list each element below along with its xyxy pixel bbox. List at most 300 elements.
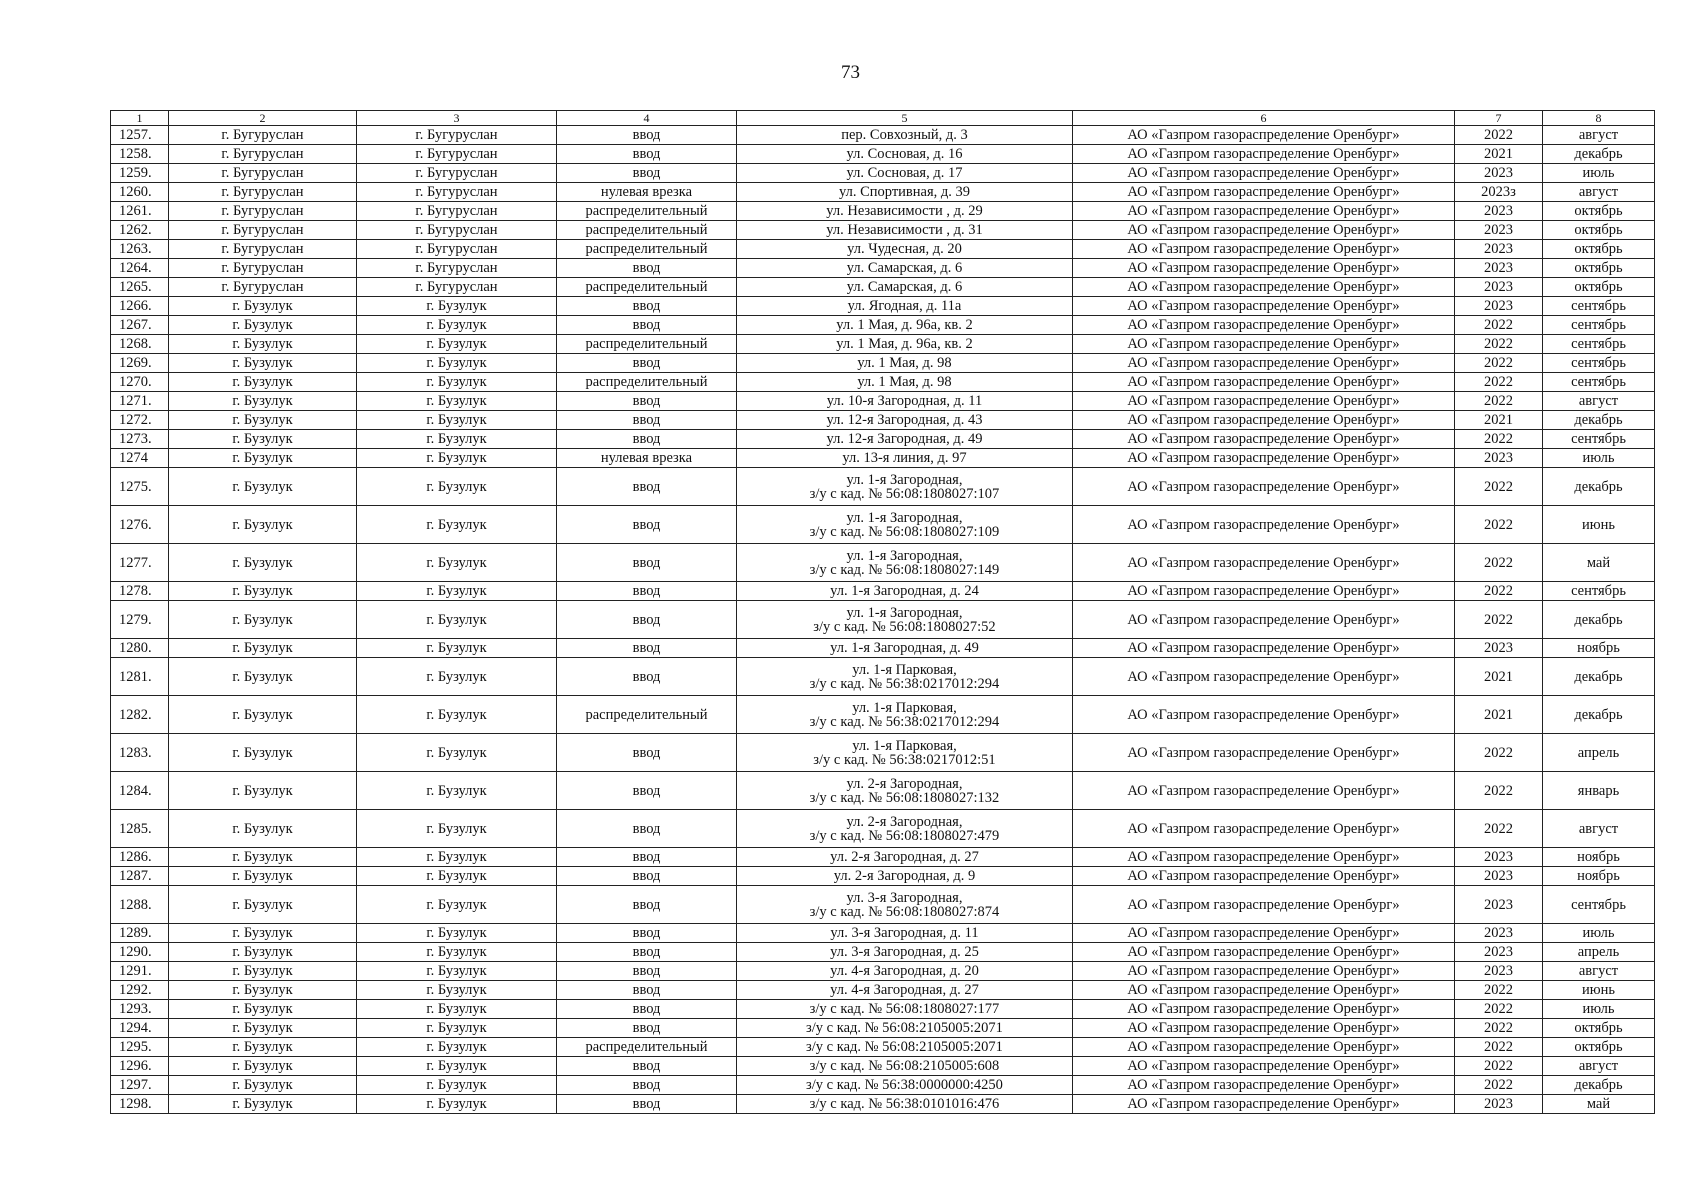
address-line: ул. Самарская, д. 6 [846,279,963,295]
row-number-cell: 1297. [111,1076,169,1095]
settlement-cell: г. Бузулук [357,810,557,848]
row-number-cell: 1280. [111,639,169,658]
month-cell: декабрь [1543,411,1655,430]
address-line: з/у с кад. № 56:08:2105005:608 [809,1058,1000,1074]
municipality-cell: г. Бугуруслан [169,221,357,240]
municipality-cell: г. Бузулук [169,962,357,981]
address-line: ул. Чудесная, д. 20 [847,241,962,257]
table-row [111,810,1655,848]
municipality-cell: г. Бузулук [169,316,357,335]
organization-cell: АО «Газпром газораспределение Оренбург» [1073,145,1455,164]
settlement-cell: г. Бугуруслан [357,240,557,259]
row-number-cell: 1292. [111,981,169,1000]
address-line: з/у с кад. № 56:08:1808027:132 [809,789,1000,806]
settlement-cell: г. Бузулук [357,981,557,1000]
address-cell [737,810,1073,848]
connection-type-cell: ввод [557,1057,737,1076]
table-row [111,582,1655,601]
row-number-cell: 1298. [111,1095,169,1114]
year-cell: 2022 [1455,1076,1543,1095]
table-row [111,1019,1655,1038]
organization-cell: АО «Газпром газораспределение Оренбург» [1073,1019,1455,1038]
connection-type-cell: ввод [557,468,737,506]
connection-type-cell: ввод [557,924,737,943]
address-line: ул. 1-я Парковая, [852,699,957,716]
address-line: ул. Самарская, д. 6 [846,260,963,276]
address-cell [737,658,1073,696]
settlement-cell: г. Бугуруслан [357,278,557,297]
month-cell: ноябрь [1543,848,1655,867]
organization-cell: АО «Газпром газораспределение Оренбург» [1073,392,1455,411]
table-body [111,111,1655,1114]
address-cell [737,411,1073,430]
municipality-cell: г. Бузулук [169,981,357,1000]
year-cell: 2022 [1455,1019,1543,1038]
organization-cell: АО «Газпром газораспределение Оренбург» [1073,316,1455,335]
municipality-cell: г. Бузулук [169,373,357,392]
connection-type-cell: ввод [557,772,737,810]
month-cell: октябрь [1543,259,1655,278]
organization-cell: АО «Газпром газораспределение Оренбург» [1073,734,1455,772]
municipality-cell: г. Бузулук [169,1000,357,1019]
settlement-cell: г. Бузулук [357,962,557,981]
settlement-cell: г. Бузулук [357,1057,557,1076]
month-cell: август [1543,1057,1655,1076]
connection-type-cell: ввод [557,582,737,601]
connection-type-cell: распределительный [557,202,737,221]
row-number-cell: 1283. [111,734,169,772]
row-number-cell: 1273. [111,430,169,449]
municipality-cell: г. Бузулук [169,734,357,772]
year-cell: 2022 [1455,601,1543,639]
address-line: ул. 4-я Загородная, д. 20 [830,963,979,979]
table-row [111,145,1655,164]
settlement-cell: г. Бузулук [357,772,557,810]
month-cell: июль [1543,449,1655,468]
row-number-cell: 1268. [111,335,169,354]
table-row [111,924,1655,943]
municipality-cell: г. Бузулук [169,886,357,924]
gas-connection-table [110,110,1655,1114]
municipality-cell: г. Бузулук [169,449,357,468]
address-cell [737,468,1073,506]
connection-type-cell: ввод [557,145,737,164]
row-number-cell: 1291. [111,962,169,981]
connection-type-cell: ввод [557,658,737,696]
address-line: з/у с кад. № 56:38:0217012:294 [809,675,1000,692]
settlement-cell: г. Бузулук [357,506,557,544]
table-row [111,696,1655,734]
month-cell: декабрь [1543,145,1655,164]
address-line: ул. Независимости , д. 29 [826,203,983,219]
address-cell [737,639,1073,658]
year-cell: 2022 [1455,430,1543,449]
month-cell: сентябрь [1543,373,1655,392]
settlement-cell: г. Бузулук [357,1000,557,1019]
connection-type-cell: ввод [557,126,737,145]
table-row [111,544,1655,582]
month-cell: октябрь [1543,202,1655,221]
table-row [111,202,1655,221]
address-line: ул. 3-я Загородная, [846,889,963,906]
row-number-cell: 1278. [111,582,169,601]
address-line: з/у с кад. № 56:08:1808027:874 [809,903,1000,920]
settlement-cell: г. Бузулук [357,886,557,924]
connection-type-cell: ввод [557,1095,737,1114]
row-number-cell: 1264. [111,259,169,278]
address-cell [737,164,1073,183]
settlement-cell: г. Бузулук [357,335,557,354]
year-cell: 2022 [1455,392,1543,411]
year-cell: 2023 [1455,259,1543,278]
settlement-cell: г. Бузулук [357,468,557,506]
year-cell: 2022 [1455,734,1543,772]
connection-type-cell: ввод [557,886,737,924]
connection-type-cell: ввод [557,734,737,772]
municipality-cell: г. Бузулук [169,867,357,886]
month-cell: август [1543,392,1655,411]
organization-cell: АО «Газпром газораспределение Оренбург» [1073,962,1455,981]
address-cell [737,335,1073,354]
organization-cell: АО «Газпром газораспределение Оренбург» [1073,867,1455,886]
table-row [111,240,1655,259]
organization-cell: АО «Газпром газораспределение Оренбург» [1073,658,1455,696]
address-cell [737,430,1073,449]
address-cell [737,1076,1073,1095]
month-cell: сентябрь [1543,354,1655,373]
month-cell: август [1543,962,1655,981]
month-cell: июнь [1543,981,1655,1000]
municipality-cell: г. Бузулук [169,601,357,639]
address-cell [737,924,1073,943]
address-line: ул. 12-я Загородная, д. 43 [826,412,983,428]
year-cell: 2022 [1455,316,1543,335]
column-number-cell: 8 [1543,111,1655,126]
row-number-cell: 1284. [111,772,169,810]
table-row [111,335,1655,354]
table-row [111,1000,1655,1019]
organization-cell: АО «Газпром газораспределение Оренбург» [1073,544,1455,582]
municipality-cell: г. Бузулук [169,544,357,582]
connection-type-cell: ввод [557,867,737,886]
year-cell: 2023 [1455,202,1543,221]
month-cell: декабрь [1543,1076,1655,1095]
address-cell [737,278,1073,297]
organization-cell: АО «Газпром газораспределение Оренбург» [1073,354,1455,373]
row-number-cell: 1269. [111,354,169,373]
address-cell [737,145,1073,164]
month-cell: сентябрь [1543,430,1655,449]
table-row [111,183,1655,202]
connection-type-cell: распределительный [557,221,737,240]
address-cell [737,1095,1073,1114]
settlement-cell: г. Бузулук [357,696,557,734]
year-cell: 2022 [1455,1000,1543,1019]
organization-cell: АО «Газпром газораспределение Оренбург» [1073,1057,1455,1076]
settlement-cell: г. Бузулук [357,582,557,601]
address-cell [737,1019,1073,1038]
address-cell [737,981,1073,1000]
connection-type-cell: распределительный [557,1038,737,1057]
municipality-cell: г. Бузулук [169,582,357,601]
settlement-cell: г. Бузулук [357,1038,557,1057]
row-number-cell: 1261. [111,202,169,221]
year-cell: 2022 [1455,544,1543,582]
row-number-cell: 1266. [111,297,169,316]
year-cell: 2023з [1455,183,1543,202]
address-line: ул. Независимости , д. 31 [826,222,983,238]
month-cell: декабрь [1543,658,1655,696]
address-line: з/у с кад. № 56:38:0000000:4250 [806,1077,1003,1093]
address-line: з/у с кад. № 56:08:1808027:479 [809,827,1000,844]
year-cell: 2023 [1455,449,1543,468]
settlement-cell: г. Бузулук [357,449,557,468]
year-cell: 2022 [1455,126,1543,145]
row-number-cell: 1288. [111,886,169,924]
month-cell: август [1543,183,1655,202]
address-line: ул. 13-я линия, д. 97 [842,450,967,466]
column-number-cell: 6 [1073,111,1455,126]
table-row [111,867,1655,886]
table-row [111,1095,1655,1114]
table-row [111,943,1655,962]
address-cell [737,392,1073,411]
row-number-cell: 1281. [111,658,169,696]
settlement-cell: г. Бузулук [357,924,557,943]
month-cell: декабрь [1543,696,1655,734]
settlement-cell: г. Бузулук [357,544,557,582]
table-row [111,449,1655,468]
row-number-cell: 1277. [111,544,169,582]
organization-cell: АО «Газпром газораспределение Оренбург» [1073,278,1455,297]
address-line: з/у с кад. № 56:08:1808027:52 [813,618,996,635]
address-cell [737,506,1073,544]
organization-cell: АО «Газпром газораспределение Оренбург» [1073,373,1455,392]
table-row [111,506,1655,544]
table-row [111,411,1655,430]
address-cell [737,962,1073,981]
settlement-cell: г. Бузулук [357,867,557,886]
connection-type-cell: ввод [557,943,737,962]
month-cell: апрель [1543,734,1655,772]
address-line: з/у с кад. № 56:08:2105005:2071 [806,1039,1003,1055]
connection-type-cell: ввод [557,962,737,981]
address-line: ул. 1 Мая, д. 96а, кв. 2 [836,336,973,352]
year-cell: 2022 [1455,468,1543,506]
row-number-cell: 1293. [111,1000,169,1019]
row-number-cell: 1263. [111,240,169,259]
connection-type-cell: распределительный [557,335,737,354]
address-cell [737,240,1073,259]
address-line: з/у с кад. № 56:38:0217012:51 [813,751,996,768]
organization-cell: АО «Газпром газораспределение Оренбург» [1073,1000,1455,1019]
settlement-cell: г. Бузулук [357,1019,557,1038]
organization-cell: АО «Газпром газораспределение Оренбург» [1073,164,1455,183]
row-number-cell: 1294. [111,1019,169,1038]
municipality-cell: г. Бугуруслан [169,164,357,183]
municipality-cell: г. Бузулук [169,411,357,430]
row-number-cell: 1272. [111,411,169,430]
municipality-cell: г. Бугуруслан [169,202,357,221]
year-cell: 2023 [1455,848,1543,867]
address-line: з/у с кад. № 56:38:0101016:476 [809,1096,1000,1112]
settlement-cell: г. Бузулук [357,1095,557,1114]
connection-type-cell: ввод [557,544,737,582]
year-cell: 2023 [1455,867,1543,886]
address-line: ул. 2-я Загородная, д. 9 [833,868,976,884]
address-cell [737,316,1073,335]
address-cell [737,259,1073,278]
year-cell: 2023 [1455,221,1543,240]
month-cell: октябрь [1543,1019,1655,1038]
year-cell: 2021 [1455,411,1543,430]
row-number-cell: 1289. [111,924,169,943]
address-cell [737,734,1073,772]
address-line: ул. 3-я Загородная, д. 11 [830,925,979,941]
address-cell [737,544,1073,582]
row-number-cell: 1279. [111,601,169,639]
settlement-cell: г. Бузулук [357,392,557,411]
municipality-cell: г. Бугуруслан [169,145,357,164]
address-cell [737,848,1073,867]
address-cell [737,867,1073,886]
settlement-cell: г. Бузулук [357,297,557,316]
year-cell: 2022 [1455,981,1543,1000]
year-cell: 2023 [1455,278,1543,297]
municipality-cell: г. Бузулук [169,696,357,734]
row-number-cell: 1258. [111,145,169,164]
organization-cell: АО «Газпром газораспределение Оренбург» [1073,943,1455,962]
address-line: ул. Спортивная, д. 39 [838,184,971,200]
municipality-cell: г. Бузулук [169,335,357,354]
organization-cell: АО «Газпром газораспределение Оренбург» [1073,126,1455,145]
organization-cell: АО «Газпром газораспределение Оренбург» [1073,810,1455,848]
row-number-cell: 1270. [111,373,169,392]
connection-type-cell: ввод [557,1019,737,1038]
table-row [111,848,1655,867]
month-cell: июнь [1543,506,1655,544]
year-cell: 2022 [1455,354,1543,373]
address-cell [737,582,1073,601]
year-cell: 2021 [1455,658,1543,696]
year-cell: 2023 [1455,1095,1543,1114]
month-cell: август [1543,126,1655,145]
row-number-cell: 1290. [111,943,169,962]
settlement-cell: г. Бугуруслан [357,202,557,221]
municipality-cell: г. Бузулук [169,468,357,506]
connection-type-cell: ввод [557,297,737,316]
organization-cell: АО «Газпром газораспределение Оренбург» [1073,221,1455,240]
table-row [111,354,1655,373]
connection-type-cell: нулевая врезка [557,449,737,468]
year-cell: 2023 [1455,240,1543,259]
month-cell: август [1543,810,1655,848]
municipality-cell: г. Бугуруслан [169,183,357,202]
connection-type-cell: ввод [557,810,737,848]
table-row [111,886,1655,924]
address-line: пер. Совхозный, д. 3 [841,127,968,143]
settlement-cell: г. Бузулук [357,316,557,335]
municipality-cell: г. Бузулук [169,810,357,848]
address-line: ул. 1-я Загородная, д. 24 [830,583,979,599]
connection-type-cell: ввод [557,430,737,449]
row-number-cell: 1287. [111,867,169,886]
connection-type-cell: ввод [557,392,737,411]
address-cell [737,1038,1073,1057]
organization-cell: АО «Газпром газораспределение Оренбург» [1073,183,1455,202]
organization-cell: АО «Газпром газораспределение Оренбург» [1073,696,1455,734]
settlement-cell: г. Бузулук [357,601,557,639]
connection-type-cell: ввод [557,848,737,867]
municipality-cell: г. Бузулук [169,943,357,962]
table-row [111,126,1655,145]
settlement-cell: г. Бузулук [357,373,557,392]
municipality-cell: г. Бузулук [169,430,357,449]
column-number-cell: 7 [1455,111,1543,126]
address-line: з/у с кад. № 56:08:1808027:149 [809,561,1000,578]
table-row [111,392,1655,411]
year-cell: 2022 [1455,772,1543,810]
year-cell: 2022 [1455,810,1543,848]
address-line: ул. 1-я Загородная, [846,604,963,621]
municipality-cell: г. Бузулук [169,354,357,373]
address-line: ул. 2-я Загородная, д. 27 [830,849,979,865]
address-line: ул. 1-я Парковая, [852,661,957,678]
table-row [111,259,1655,278]
address-line: ул. 1 Мая, д. 98 [857,355,952,371]
organization-cell: АО «Газпром газораспределение Оренбург» [1073,639,1455,658]
address-cell [737,601,1073,639]
address-cell [737,354,1073,373]
organization-cell: АО «Газпром газораспределение Оренбург» [1073,886,1455,924]
settlement-cell: г. Бугуруслан [357,221,557,240]
address-line: з/у с кад. № 56:08:1808027:107 [809,485,1000,502]
month-cell: май [1543,544,1655,582]
table-row [111,373,1655,392]
row-number-cell: 1275. [111,468,169,506]
municipality-cell: г. Бузулук [169,1095,357,1114]
address-cell [737,297,1073,316]
year-cell: 2022 [1455,1057,1543,1076]
municipality-cell: г. Бузулук [169,1057,357,1076]
municipality-cell: г. Бугуруслан [169,126,357,145]
month-cell: сентябрь [1543,316,1655,335]
row-number-cell: 1271. [111,392,169,411]
row-number-cell: 1259. [111,164,169,183]
settlement-cell: г. Бугуруслан [357,259,557,278]
month-cell: октябрь [1543,221,1655,240]
address-line: ул. 4-я Загородная, д. 27 [830,982,979,998]
table-row [111,430,1655,449]
table-row [111,772,1655,810]
address-line: ул. 1 Мая, д. 98 [857,374,952,390]
year-cell: 2023 [1455,962,1543,981]
address-cell [737,886,1073,924]
month-cell: октябрь [1543,1038,1655,1057]
month-cell: сентябрь [1543,582,1655,601]
year-cell: 2021 [1455,696,1543,734]
address-cell [737,221,1073,240]
settlement-cell: г. Бузулук [357,411,557,430]
table-row [111,601,1655,639]
organization-cell: АО «Газпром газораспределение Оренбург» [1073,506,1455,544]
organization-cell: АО «Газпром газораспределение Оренбург» [1073,411,1455,430]
connection-type-cell: ввод [557,506,737,544]
organization-cell: АО «Газпром газораспределение Оренбург» [1073,924,1455,943]
row-number-cell: 1267. [111,316,169,335]
address-line: з/у с кад. № 56:38:0217012:294 [809,713,1000,730]
settlement-cell: г. Бузулук [357,658,557,696]
